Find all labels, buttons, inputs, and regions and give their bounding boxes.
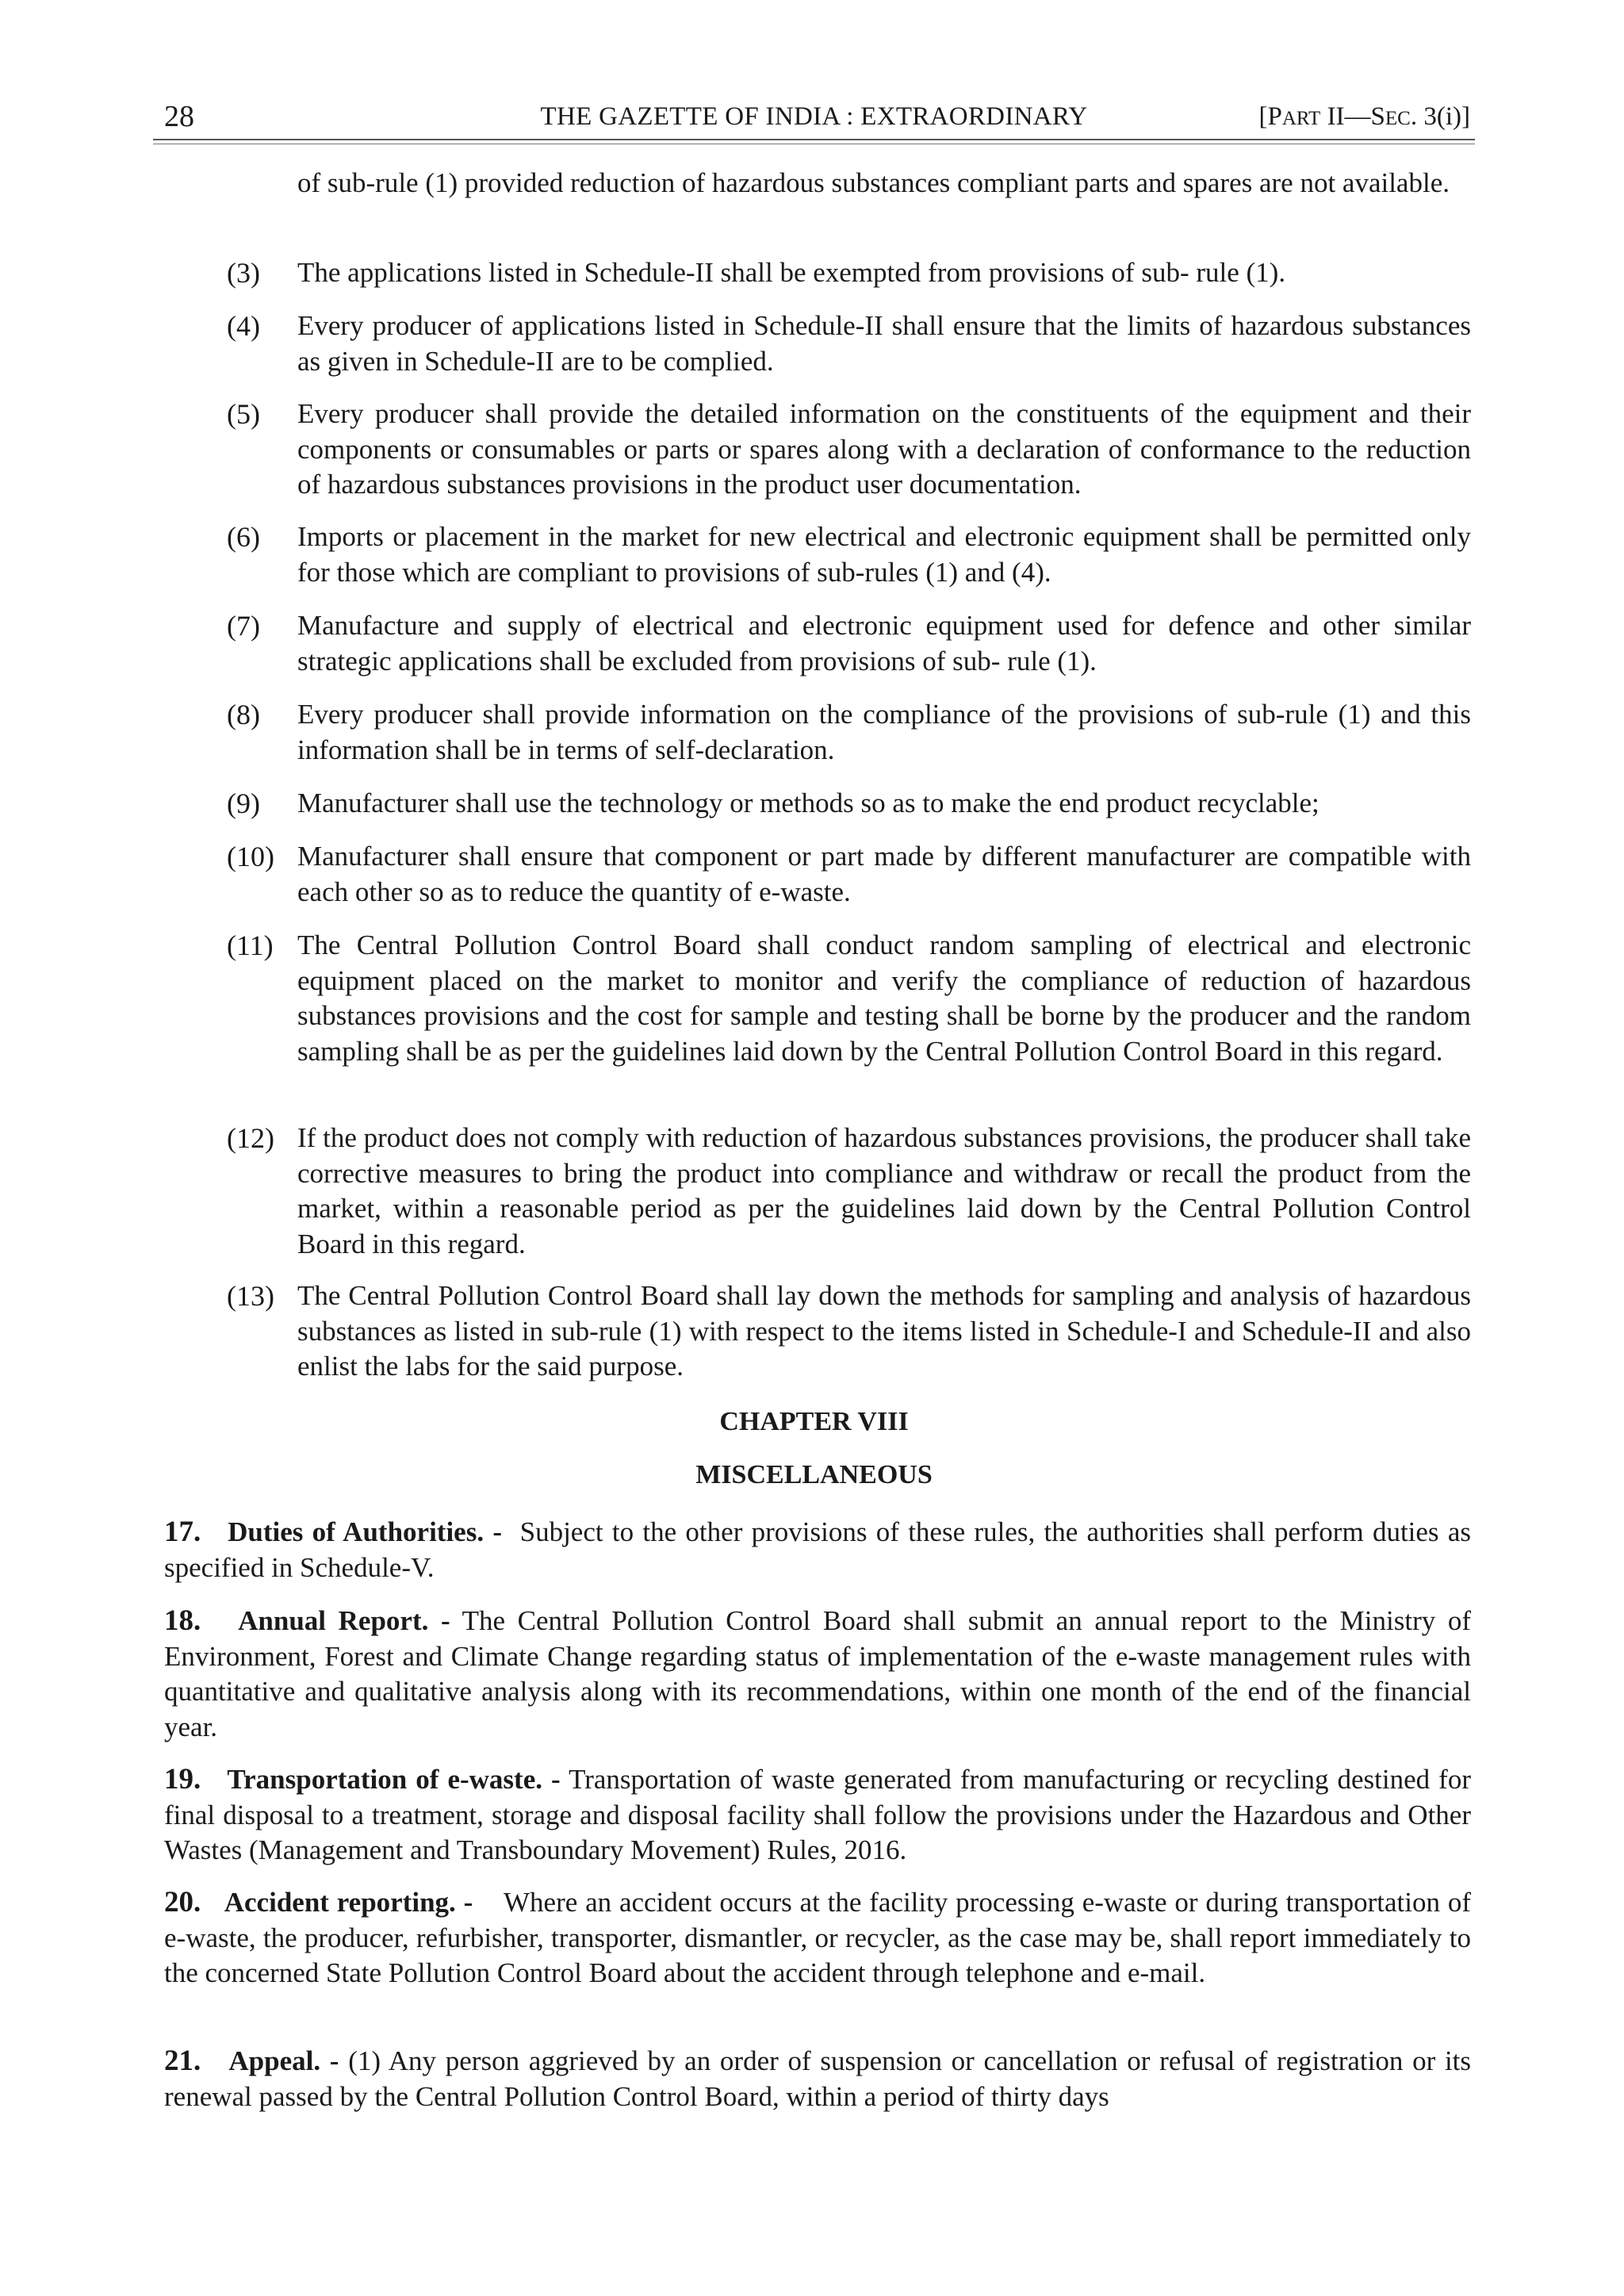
subrule-number: (10) [227, 841, 274, 872]
rule-number: 17. [164, 1516, 201, 1548]
rule-heading: Duties of Authorities. - [228, 1516, 503, 1547]
subrule-text: The Central Pollution Control Board shall conduct random sampling of electrical and electronic equipment placed on the market to monitor and verify the compliance of reduction of hazardous substances provisions and the cost for sample and testing shall be borne by the producer and the random sampling shall be as per the guidelines laid down by the Central Pollution Control Board in this regard. [297, 930, 1471, 1067]
subrule-number: (5) [227, 398, 260, 430]
subrule-number: (3) [227, 257, 260, 289]
rule-21 [164, 2044, 1471, 2114]
chapter-number: CHAPTER VIII [719, 1407, 909, 1436]
rule-18 [164, 1604, 1471, 1745]
rule-number: 21. [164, 2045, 201, 2077]
rule-text: Subject to the other provisions of these rules, the authorities shall perform duties as specified in Schedule-V. [164, 1516, 1471, 1583]
subrule-number: (11) [227, 930, 274, 961]
subrule-text: If the product does not comply with reduction of hazardous substances provisions, the producer shall take corrective measures to bring the product into compliance and withdraw or recall the product from the market, within a reasonable period as per the guidelines laid down by the Central Pollution Control Board in this regard. [297, 1122, 1471, 1259]
part-section-label: [PART II—SEC. 3(i)] [1258, 102, 1470, 131]
subrule-text: Every producer shall provide information on the compliance of the provisions of sub-rule (1) and this information shall be in terms of self-declaration. [297, 699, 1471, 765]
subrule-9 [227, 786, 1471, 822]
rule-heading: Appeal. - [228, 2045, 339, 2076]
continuation-text: of sub-rule (1) provided reduction of hazardous substances compliant parts and spares are not available. [297, 167, 1450, 198]
subrule-11 [227, 928, 1471, 1069]
subrule-text: Manufacture and supply of electrical and electronic equipment used for defence and other similar strategic applications shall be excluded from provisions of sub- rule (1). [297, 610, 1471, 677]
subrule-12 [227, 1121, 1471, 1262]
subrule-8 [227, 697, 1471, 768]
subrule-6 [227, 519, 1471, 590]
subrule-text: Manufacturer shall ensure that component or part made by different manufacturer are compatible with each other so as to reduce the quantity of e-waste. [297, 841, 1471, 907]
rule-heading: Transportation of e-waste. - [227, 1764, 561, 1795]
page-header [153, 97, 1475, 136]
rule-number: 19. [164, 1763, 201, 1796]
subrule-number: (4) [227, 310, 260, 342]
subrule-10 [227, 839, 1471, 910]
subrule-text: Imports or placement in the market for new electrical and electronic equipment shall be permitted only for those which are compliant to provisions of sub-rules (1) and (4). [297, 521, 1471, 588]
rule-17 [164, 1515, 1471, 1585]
subrule-text: Manufacturer shall use the technology or methods so as to make the end product recyclable; [297, 788, 1320, 818]
page-number: 28 [164, 100, 194, 133]
rule-text: Transportation of waste generated from manufacturing or recycling destined for final disposal to a treatment, storage and disposal facility shall follow the provisions under the Hazardous and Other Wastes (Management and Transboundary Movement) Rules, 2016. [164, 1764, 1471, 1865]
rule-text: (1) Any person aggrieved by an order of suspension or cancellation or refusal of registration or its renewal passed by the Central Pollution Control Board, within a period of thirty days [164, 2045, 1472, 2112]
gazette-title: THE GAZETTE OF INDIA : EXTRAORDINARY [540, 102, 1088, 131]
rule-text: Where an accident occurs at the facility processing e-waste or during transportation of e-waste, the producer, refurbisher, transporter, dismantler, or recycler, as the case may be, shall report immediately to the concerned State Pollution Control Board about the accident through telephone and e-mail. [164, 1887, 1471, 1988]
subrule-text: The Central Pollution Control Board shall lay down the methods for sampling and analysis of hazardous substances as listed in sub-rule (1) with respect to the items listed in Schedule-I and Schedule-II and also enlist the labs for the said purpose. [297, 1280, 1471, 1382]
rule-number: 20. [164, 1886, 201, 1918]
subrule-4 [227, 309, 1471, 379]
subrule-text: Every producer of applications listed in Schedule-II shall ensure that the limits of hazardous substances as given in Schedule-II are to be complied. [297, 310, 1471, 377]
rule-heading: Accident reporting. - [224, 1887, 473, 1918]
rule-heading: Annual Report. - [238, 1605, 450, 1636]
rule-20 [164, 1885, 1471, 1991]
header-rule [153, 139, 1475, 140]
subrule-text: Every producer shall provide the detailed information on the constituents of the equipment and their components or consumables or parts or spares along with a declaration of conformance to the reduction of hazardous substances provisions in the product user documentation. [297, 398, 1471, 500]
chapter-title: MISCELLANEOUS [695, 1460, 933, 1489]
subrule-number: (6) [227, 521, 260, 553]
subrule-text: The applications listed in Schedule-II shall be exempted from provisions of sub- rule (1). [297, 257, 1286, 288]
subrule-7 [227, 608, 1471, 679]
rule-number: 18. [164, 1604, 201, 1637]
rule-19 [164, 1762, 1471, 1869]
subrule-number: (12) [227, 1122, 274, 1154]
subrule-5 [227, 397, 1471, 503]
subrule-number: (7) [227, 610, 260, 642]
subrule-number: (8) [227, 699, 260, 730]
subrule-3 [227, 255, 1471, 291]
subrule-number: (13) [227, 1280, 274, 1312]
rule-text: The Central Pollution Control Board shall submit an annual report to the Ministry of Environment, Forest and Climate Change regarding status of implementation of the e-waste management rules with quantitative and qualitative analysis along with its recommendations, within one month of the end of the financial year. [164, 1605, 1472, 1742]
subrule-13 [227, 1278, 1471, 1385]
subrule-number: (9) [227, 788, 260, 819]
